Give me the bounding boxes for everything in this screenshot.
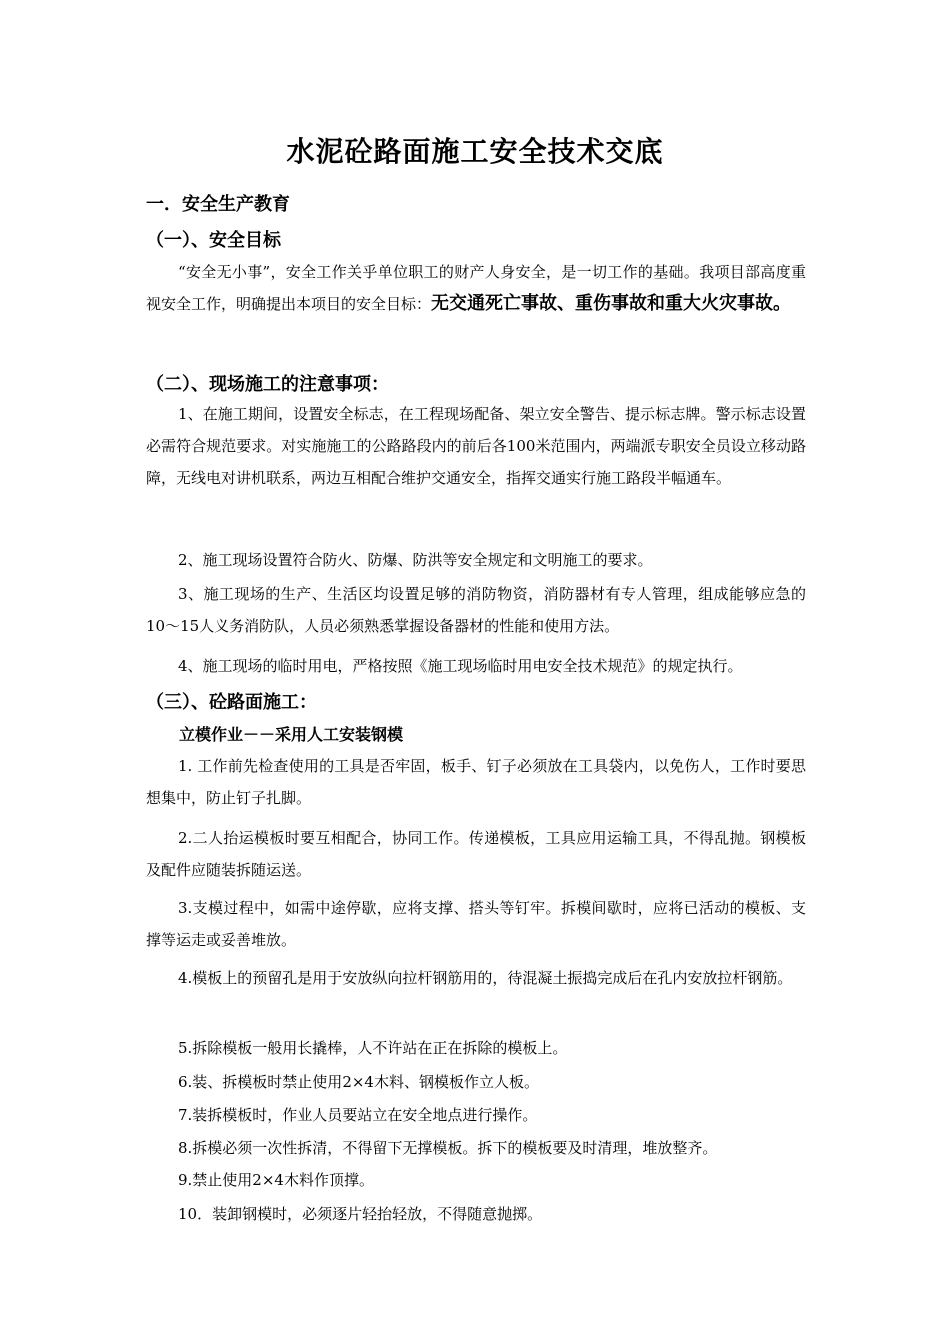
formwork-item: 8.拆模必须一次性拆清，不得留下无撑模板。拆下的模板要及时清理，堆放整齐。 (178, 1139, 718, 1157)
document-title: 水泥砼路面施工安全技术交底 (286, 135, 664, 168)
site-note-item: 4、施工现场的临时用电，严格按照《施工现场临时用电安全技术规范》的规定执行。 (178, 657, 743, 675)
site-note-item: 1、在施工期间，设置安全标志，在工程现场配备、架立安全警告、提示标志牌。警示标志设置必需符合规范要求。对实施施工的公路路段内的前后各100米范围内，两端派专职安全员设立移动路障，无线电对讲机联系，两边互相配合维护交通安全，指挥交通实行施工路段半幅通车。 (146, 405, 806, 487)
site-note-item: 3、施工现场的生产、生活区均设置足够的消防物资，消防器材有专人管理，组成能够应急的10～15人义务消防队，人员必须熟悉掌握设备器材的性能和使用方法。 (146, 585, 806, 635)
formwork-item: 5.拆除模板一般用长撬棒，人不许站在正在拆除的模板上。 (178, 1039, 568, 1057)
formwork-item: 1. 工作前先检查使用的工具是否牢固，板手、钉子必须放在工具袋内，以免伤人，工作时要思想集中，防止钉子扎脚。 (146, 757, 806, 807)
formwork-item: 7.装拆模板时，作业人员要站立在安全地点进行操作。 (178, 1106, 538, 1124)
subsection-heading-safety-goal: （一）、安全目标 (146, 230, 281, 251)
formwork-item: 10．装卸钢模时，必须逐片轻抬轻放，不得随意抛掷。 (178, 1205, 543, 1223)
safety-goal-emphasis: 无交通死亡事故、重伤事故和重大火灾事故。 (431, 293, 792, 314)
formwork-item: 9.禁止使用2×4木料作顶撑。 (178, 1171, 374, 1189)
formwork-item: 3.支模过程中，如需中途停歇，应将支撑、搭头等钉牢。拆模间歇时，应将已活动的模板、支撑等运走或妥善堆放。 (146, 899, 806, 949)
formwork-subheading: 立模作业－－采用人工安装钢模 (179, 725, 404, 744)
safety-goal-text: “安全无小事”，安全工作关乎单位职工的财产人身安全，是一切工作的基础。我项目部高度重视安全工作，明确提出本项目的安全目标： (146, 263, 806, 313)
formwork-item: 4.模板上的预留孔是用于安放纵向拉杆钢筋用的，待混凝土振捣完成后在孔内安放拉杆钢筋。 (178, 969, 793, 987)
subsection-heading-site-notes: （二）、现场施工的注意事项： (146, 374, 389, 395)
paragraph-safety-goal (146, 256, 806, 320)
site-note-item: 2、施工现场设置符合防火、防爆、防洪等安全规定和文明施工的要求。 (178, 551, 653, 569)
section-heading-safety-education: 一．安全生产教育 (146, 194, 290, 215)
subsection-heading-pavement-construction: （三）、砼路面施工： (146, 692, 317, 713)
formwork-item: 6.装、拆模板时禁止使用2×4木料、钢模板作立人板。 (178, 1073, 539, 1091)
formwork-item: 2.二人抬运模板时要互相配合，协同工作。传递模板，工具应用运输工具，不得乱抛。钢模板及配件应随装拆随运送。 (146, 829, 806, 879)
